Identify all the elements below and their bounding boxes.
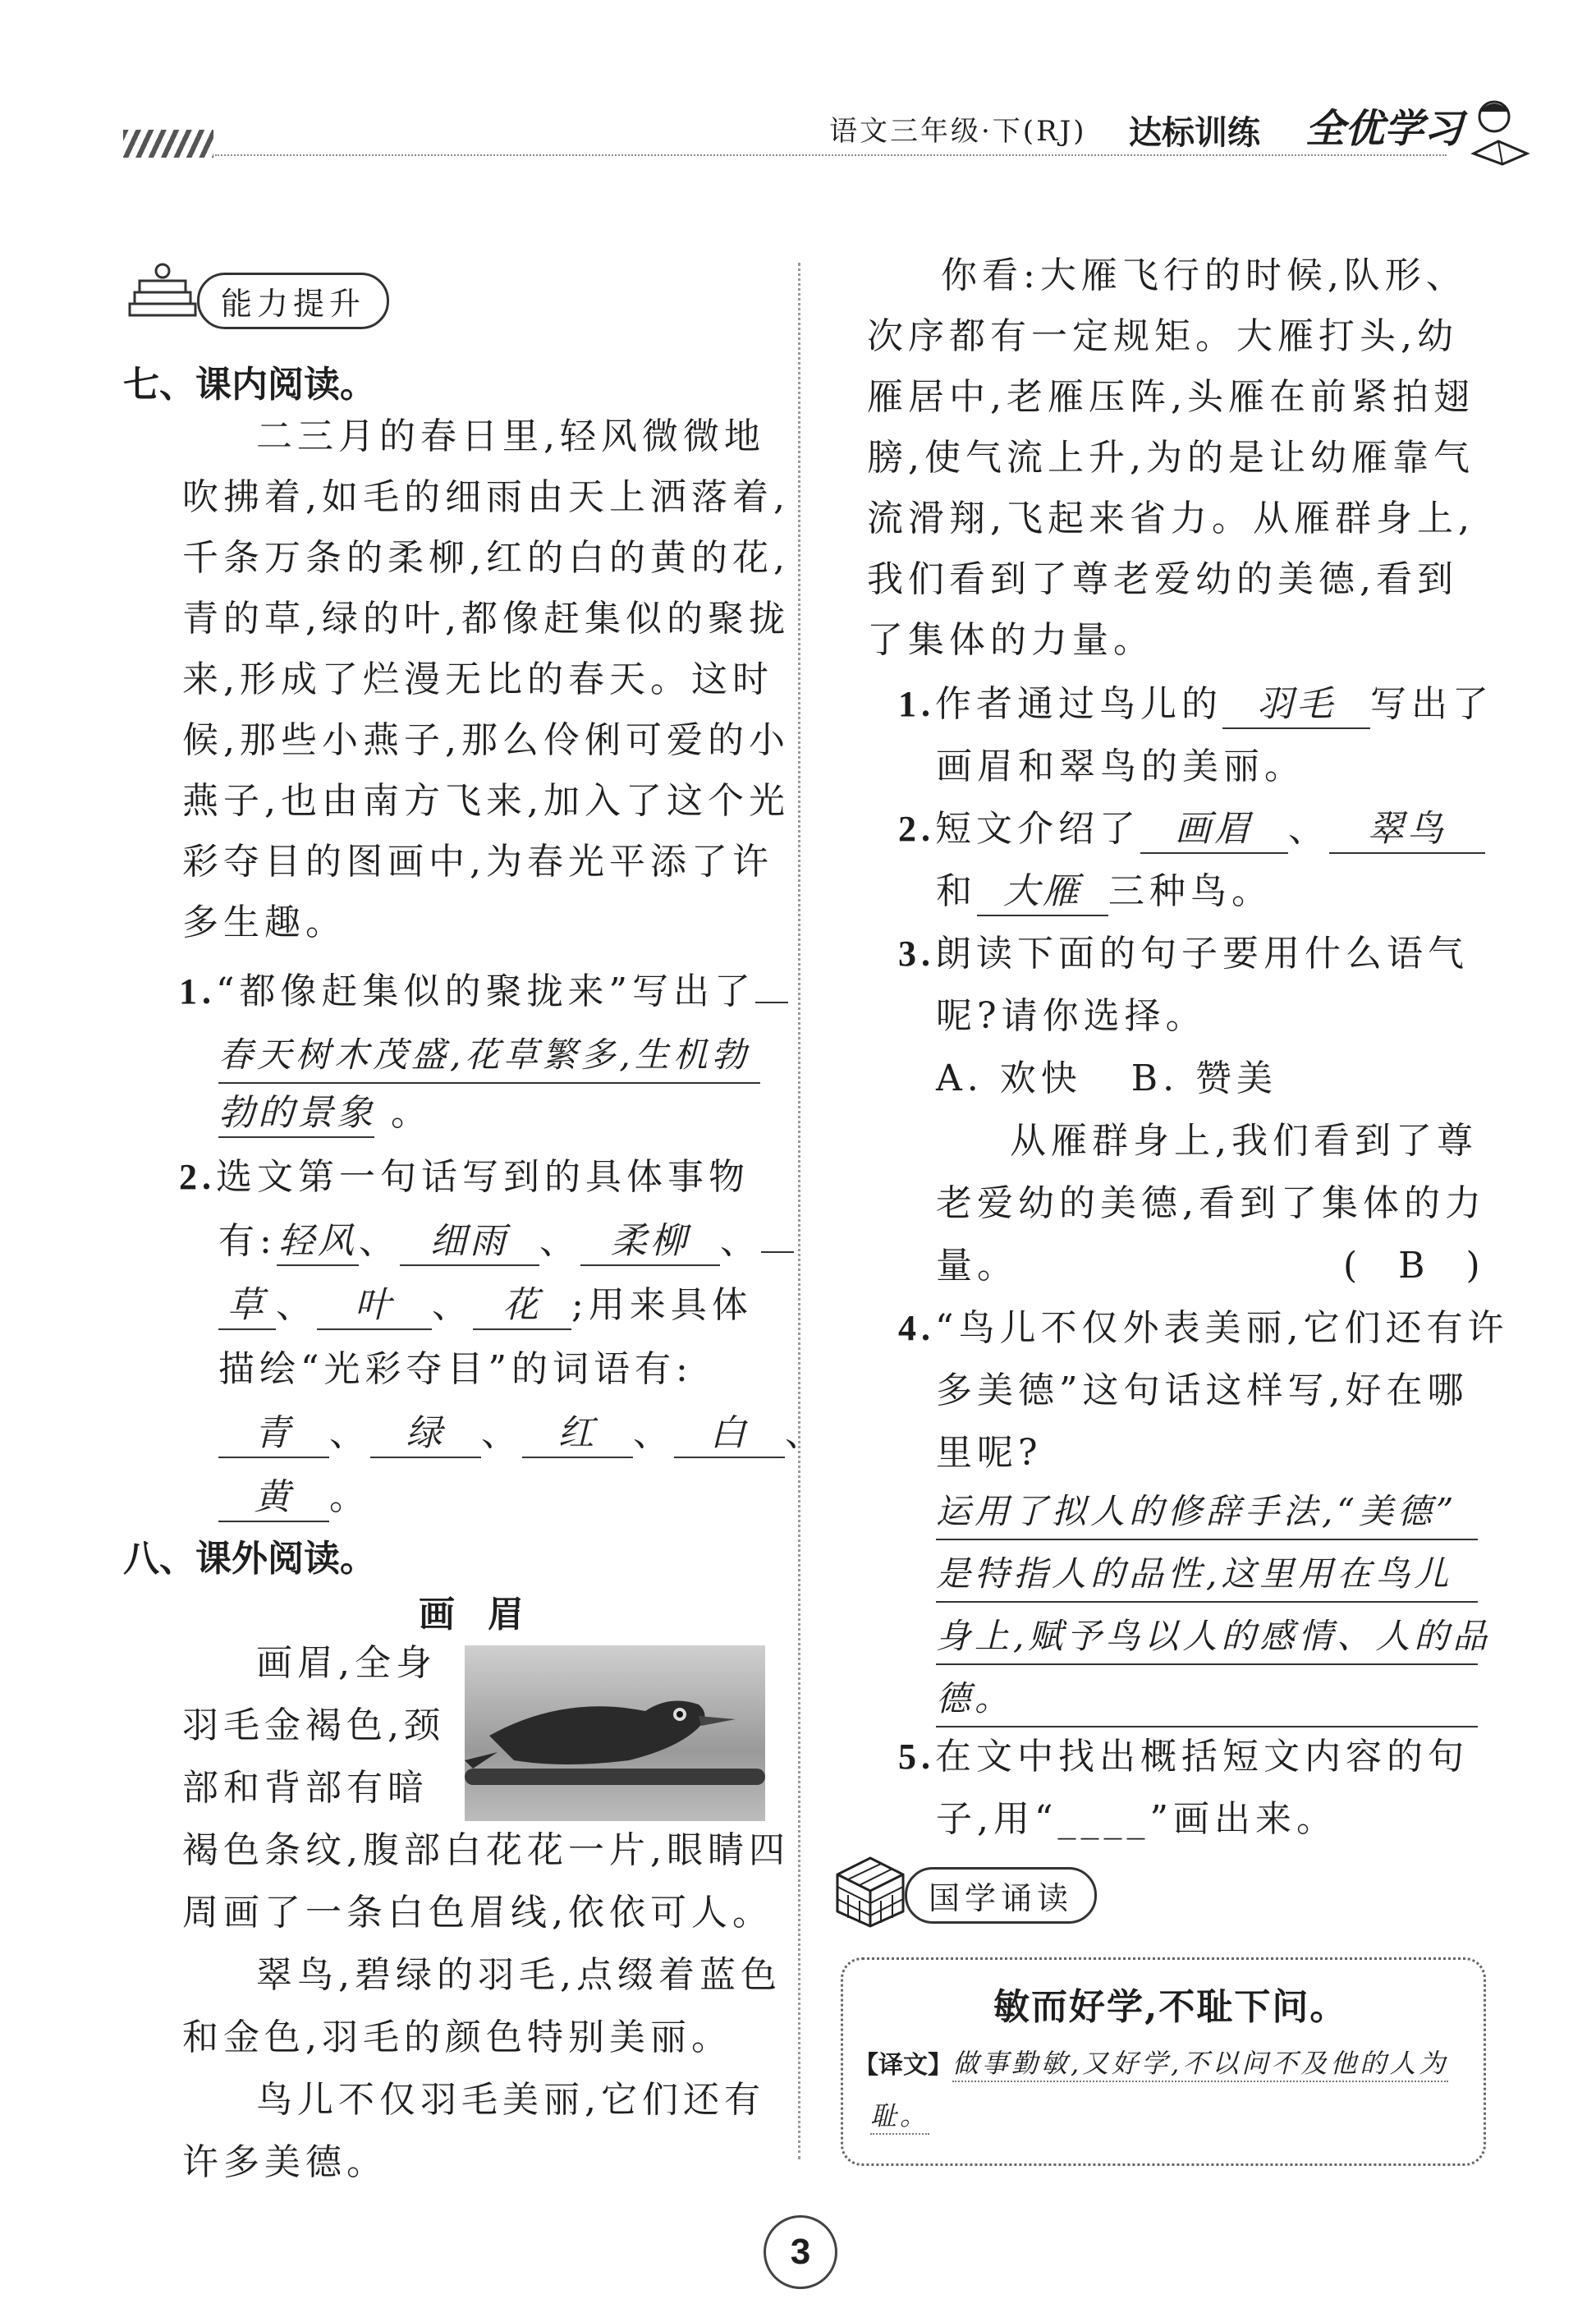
r-q1-line-1: 1.作者通过鸟儿的 羽毛 写出了	[898, 673, 1493, 736]
r-q4-answer-4: 德。	[936, 1672, 1478, 1727]
l-q1-line-3: 勃的景象 。	[218, 1082, 432, 1145]
quote-translation-line-1: 做事勤敏,又好学,不以问不及他的人为	[952, 2043, 1448, 2082]
passage7-line-1: 二三月的春日里,轻风微微地	[256, 415, 765, 457]
r-q4-line-3: 里呢?	[936, 1432, 1043, 1474]
r-q3-options: A. 欢快 B. 赞美	[936, 1058, 1278, 1099]
r-q3-sentence-3: 量。	[936, 1245, 1018, 1287]
column-divider	[798, 263, 800, 2159]
quote-translation-line-2: 耻。	[870, 2095, 929, 2135]
passage-r-line-6: 我们看到了尊老爱幼的美德,看到	[867, 558, 1458, 600]
r-q3-answer: ( B )	[1343, 1245, 1495, 1287]
section-badge-ability: 能力提升	[197, 273, 389, 329]
passage-r-line-3: 雁居中,老雁压阵,头雁在前紧拍翅	[867, 376, 1474, 418]
header-brand: 达标训练	[1129, 113, 1260, 152]
passage8-line-3: 部和背部有暗	[182, 1767, 429, 1809]
l-q2-line-6: 黄 。	[218, 1466, 370, 1529]
passage7-line-5: 来,形成了烂漫无比的春天。这时	[182, 658, 773, 700]
passage7-line-2: 吹拂着,如毛的细雨由天上洒落着,	[182, 476, 790, 518]
passage-r-line-7: 了集体的力量。	[867, 619, 1154, 661]
r-q1-line-2: 画眉和翠鸟的美丽。	[936, 746, 1305, 787]
r-q2-line-2: 和 大雁 三种鸟。	[936, 860, 1273, 923]
section-heading-7: 七、课内阅读。	[123, 364, 376, 406]
quote-title: 敏而好学,不耻下问。	[993, 1986, 1348, 2028]
passage7-line-6: 候,那些小燕子,那么伶俐可爱的小	[182, 719, 790, 761]
section-badge-guoxue: 国学诵读	[905, 1867, 1097, 1924]
r-q3-sentence-2: 老爱幼的美德,看到了集体的力	[936, 1182, 1486, 1224]
article-title: 画眉	[419, 1594, 557, 1636]
r-q3-line-1: 3.朗读下面的句子要用什么语气	[898, 933, 1469, 975]
l-q1-line-1: 1.“都像赶集似的聚拢来”写出了	[179, 961, 788, 1023]
r-q5-line-1: 5.在文中找出概括短文内容的句	[898, 1736, 1469, 1778]
r-q2-line-1: 2.短文介绍了 画眉 、 翠鸟	[898, 798, 1485, 860]
passage8-line-9: 许多美德。	[182, 2141, 388, 2183]
passage-r-line-2: 次序都有一定规矩。大雁打头,幼	[867, 315, 1458, 357]
passage7-line-3: 千条万条的柔柳,红的白的黄的花,	[182, 537, 790, 579]
passage8-line-2: 羽毛金褐色,颈	[182, 1704, 445, 1746]
r-q3-line-2: 呢?请你选择。	[936, 995, 1207, 1037]
r-q3-sentence-1: 从雁群身上,我们看到了尊	[1010, 1120, 1478, 1162]
passage-r-line-1: 你看:大雁飞行的时候,队形、	[941, 255, 1467, 296]
r-q4-answer-2: 是特指人的品性,这里用在鸟儿	[936, 1547, 1478, 1603]
passage7-line-8: 彩夺目的图画中,为春光平添了许	[182, 841, 773, 883]
l-q2-line-1: 2.选文第一句话写到的具体事物	[179, 1156, 750, 1198]
passage8-line-7: 和金色,羽毛的颜色特别美丽。	[182, 2016, 732, 2058]
r-q4-answer-1: 运用了拟人的修辞手法,“美德”	[936, 1484, 1478, 1540]
passage-r-line-5: 流滑翔,飞起来省力。从雁群身上,	[867, 498, 1474, 539]
rubiks-cube-icon	[829, 1854, 911, 1928]
l-q2-line-2: 有:轻风、 细雨 、 柔柳 、	[218, 1210, 794, 1273]
passage7-line-4: 青的草,绿的叶,都像赶集似的聚拢	[182, 598, 790, 640]
thrush-bird-photo	[465, 1645, 765, 1821]
r-q4-answer-3: 身上,赋予鸟以人的感情、人的品	[936, 1609, 1478, 1665]
l-q2-line-4: 描绘“光彩夺目”的词语有:	[218, 1348, 693, 1390]
header-logo: 全优学习	[1305, 106, 1464, 152]
passage7-line-7: 燕子,也由南方飞来,加入了这个光	[182, 780, 790, 822]
header-rule	[215, 154, 1447, 156]
passage-r-line-4: 膀,使气流上升,为的是让幼雁靠气	[867, 437, 1474, 479]
section-heading-8: 八、课外阅读。	[123, 1538, 376, 1580]
header-grade: 语文三年级·下(RJ)	[829, 115, 1087, 148]
r-q4-line-1: 4.“鸟儿不仅外表美丽,它们还有许	[898, 1307, 1509, 1349]
header-hatch-decoration	[123, 130, 213, 158]
passage8-line-8: 鸟儿不仅羽毛美丽,它们还有	[256, 2079, 765, 2121]
r-q5-line-2: 子,用“____”画出来。	[936, 1798, 1337, 1840]
r-q4-line-2: 多美德”这句话这样写,好在哪	[936, 1370, 1469, 1411]
passage8-line-1: 画眉,全身	[256, 1642, 437, 1684]
l-q1-answer-1: 春天树木茂盛,花草繁多,生机勃	[218, 1028, 760, 1084]
l-q2-line-3: 草 、 叶 、 花 ;用来具体	[218, 1274, 753, 1337]
quote-translation-label: 【译文】	[854, 2051, 952, 2080]
passage8-line-6: 翠鸟,碧绿的羽毛,点缀着蓝色	[256, 1954, 782, 1996]
books-icon	[123, 261, 202, 327]
page-number: 3	[764, 2215, 837, 2289]
student-reading-icon	[1461, 92, 1535, 166]
passage8-line-5: 周画了一条白色眉线,依依可人。	[182, 1892, 773, 1934]
passage8-line-4: 褐色条纹,腹部白花花一片,眼睛四	[182, 1829, 790, 1871]
l-q2-line-5: 青 、 绿 、 红 、 白 、	[218, 1402, 826, 1465]
passage7-line-9: 多生趣。	[182, 902, 346, 943]
